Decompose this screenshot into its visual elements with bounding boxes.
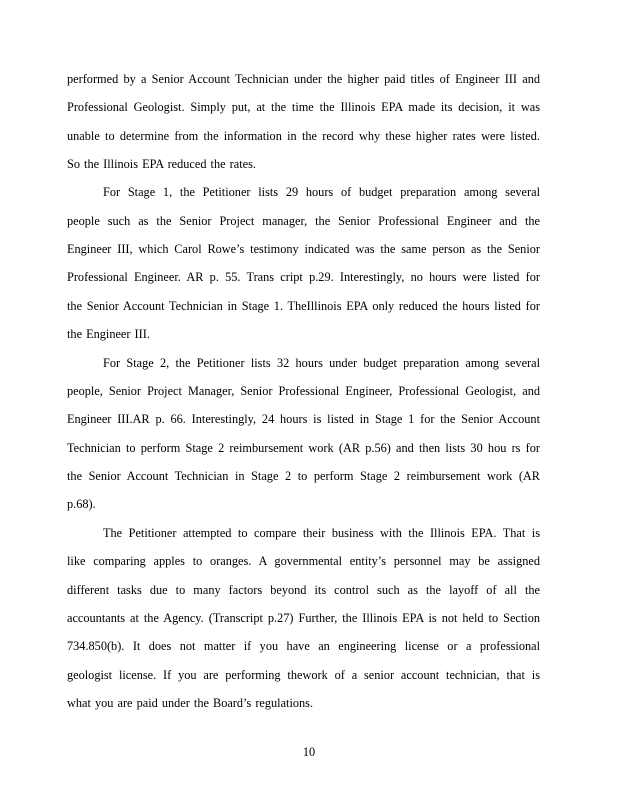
paragraph-2-line-2: people such as the Senior Project manager, the Senior Professional Engineer and the (67, 214, 540, 228)
paragraph-3-line-6: p.68). (67, 497, 96, 511)
paragraph-3-line-5: the Senior Account Technician in Stage 2 to perform Stage 2 reimbursement work (AR (67, 469, 540, 483)
paragraph-4-line-6: geologist license. If you are performing thework of a senior account technician, that is (67, 668, 540, 682)
paragraph-3-line-3: Engineer III.AR p. 66. Interestingly, 24 hours is listed in Stage 1 for the Senior Account (67, 412, 540, 426)
paragraph-2-line-3: Engineer III, which Carol Rowe’s testimony indicated was the same person as the Senior (67, 242, 540, 256)
paragraph-4-line-5: 734.850(b). It does not matter if you have an engineering license or a professional (67, 639, 540, 653)
page-number: 10 (302, 745, 316, 759)
paragraph-3-line-1: For Stage 2, the Petitioner lists 32 hours under budget preparation among several (103, 356, 540, 370)
paragraph-4-line-2: like comparing apples to oranges. A governmental entity’s personnel may be assigned (67, 554, 540, 568)
paragraph-4-line-3: different tasks due to many factors beyond its control such as the layoff of all the (67, 583, 540, 597)
paragraph-2-line-1: For Stage 1, the Petitioner lists 29 hours of budget preparation among several (103, 185, 540, 199)
paragraph-4-line-1: The Petitioner attempted to compare their business with the Illinois EPA. That is (103, 526, 540, 540)
paragraph-4-line-7: what you are paid under the Board’s regulations. (67, 696, 314, 710)
paragraph-4-line-4: accountants at the Agency. (Transcript p.27) Further, the Illinois EPA is not held to Section (67, 611, 540, 625)
paragraph-2-line-6: the Engineer III. (67, 327, 150, 341)
paragraph-3-line-4: Technician to perform Stage 2 reimbursement work (AR p.56) and then lists 30 hou rs for (67, 441, 540, 455)
paragraph-1-line-2: Professional Geologist. Simply put, at the time the Illinois EPA made its decision, it was (67, 100, 540, 114)
paragraph-2-line-4: Professional Engineer. AR p. 55. Trans cript p.29. Interestingly, no hours were listed for (67, 270, 540, 284)
paragraph-1-line-4: So the Illinois EPA reduced the rates. (67, 157, 256, 171)
paragraph-3-line-2: people, Senior Project Manager, Senior Professional Engineer, Professional Geologist, and (67, 384, 540, 398)
paragraph-2-line-5: the Senior Account Technician in Stage 1. TheIllinois EPA only reduced the hours listed for (67, 299, 540, 313)
paragraph-1-line-1: performed by a Senior Account Technician under the higher paid titles of Engineer III and (67, 72, 540, 86)
paragraph-1-line-3: unable to determine from the information in the record why these higher rates were listed. (67, 129, 540, 143)
